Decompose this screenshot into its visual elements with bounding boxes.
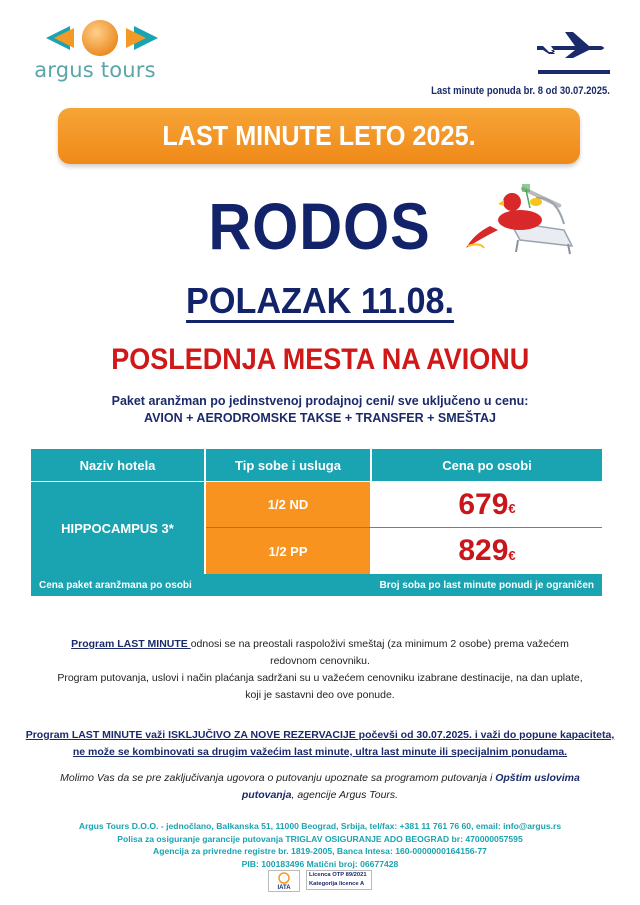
tax-ids: PIB: 100183496 Matični broj: 06677428 xyxy=(241,858,399,869)
license-number: Licenca OTP 89/2021 xyxy=(309,872,367,878)
banner-title: LAST MINUTE LETO 2025. xyxy=(162,120,476,151)
iata-emblem-icon xyxy=(269,871,299,891)
program-paragraph-2-line-1: Program putovanja, uslovi i način plaćanja sadržani su u važećem cenovniku izabrane destinacije, na dan uplate, xyxy=(57,672,583,684)
registration-bank: Agencija za privredne registre br. 1819-2005, Banca Intesa: 160-0000000164156-77 xyxy=(153,846,487,856)
airplane-icon xyxy=(535,28,607,58)
currency-pp: € xyxy=(508,547,516,563)
validity-line-1: Program LAST MINUTE važi ISKLJUČIVO ZA NOVE REZERVACIJE počevši od 30.07.2025. i važi do popune kapaciteta, xyxy=(25,729,615,741)
price-cell-pp xyxy=(372,528,602,574)
terms-link-cont[interactable]: putovanja xyxy=(241,789,292,801)
hotel-name: HIPPOCAMPUS 3* xyxy=(31,482,204,574)
validity-line-2: ne može se kombinovati sa drugim važećim last minute, ultra last minute ili specijalnim ponudama. xyxy=(72,746,568,758)
price-cell-nd xyxy=(372,482,602,527)
terms-text-cont: , agencije Argus Tours. xyxy=(291,789,399,801)
iata-text: IATA xyxy=(277,885,291,891)
last-seats-text: POSLEDNJA MESTA NA AVIONU xyxy=(110,343,530,376)
program-paragraph-1 xyxy=(20,636,620,704)
table-footer xyxy=(31,574,602,596)
license-box xyxy=(306,870,372,890)
program-label: Program LAST MINUTE xyxy=(71,638,191,650)
price-table xyxy=(31,449,602,596)
brand-name: argus tours xyxy=(34,58,156,82)
offer-banner xyxy=(58,108,580,164)
room-service-pp: 1/2 PP xyxy=(206,528,370,574)
parrot-deckchair-illustration xyxy=(460,178,580,256)
divider-line xyxy=(538,70,610,74)
insurance-policy: Polisa za osiguranje garancije putovanja TRIGLAV OSIGURANJE ADO BEOGRAD br: 470000057595 xyxy=(117,833,523,844)
destination-name: RODOS xyxy=(208,189,432,263)
company-footer xyxy=(0,820,640,870)
license-category: Kategorija licence A xyxy=(309,881,365,887)
footer-right-note: Broj soba po last minute ponudi je ograničen xyxy=(379,579,594,591)
header-hotel: Naziv hotela xyxy=(31,449,204,481)
package-includes: AVION + AERODROMSKE TAKSE + TRANSFER + SMEŠTAJ xyxy=(143,411,496,425)
departure-date xyxy=(0,280,640,323)
terms-note xyxy=(20,770,620,804)
terms-text: Molimo Vas da se pre zaključivanja ugovora o putovanju upoznate sa programom putovanja i xyxy=(60,772,496,784)
iata-logo xyxy=(268,870,300,892)
program-text: odnosi se na preostali raspoloživi smeštaj (za minimum 2 osobe) prema važećem xyxy=(190,638,569,650)
company-address: Argus Tours D.O.O. - jednočlano, Balkanska 51, 11000 Beograd, Srbija, tel/fax: +381 11 761 76 60, email: info@argus.rs xyxy=(78,821,562,831)
header-room-type: Tip sobe i usluga xyxy=(206,449,370,481)
program-paragraph-2-line-2: koji je sastavni deo ove ponude. xyxy=(245,689,395,701)
terms-link[interactable]: Opštim uslovima xyxy=(495,772,580,784)
package-description: Paket aranžman po jedinstvenoj prodajnoj ceni/ sve uključeno u cenu: xyxy=(111,394,529,408)
footer-left-note: Cena paket aranžmana po osobi xyxy=(39,579,192,591)
currency-nd: € xyxy=(508,501,516,516)
offer-reference: Last minute ponuda br. 8 od 30.07.2025. xyxy=(431,85,610,97)
price-pp: 829 xyxy=(458,534,509,567)
room-service-nd: 1/2 ND xyxy=(206,482,370,527)
program-text-cont: redovnom cenovniku. xyxy=(270,655,370,667)
departure-text: POLAZAK 11.08. xyxy=(186,280,454,321)
program-validity xyxy=(20,727,620,761)
header-price: Cena po osobi xyxy=(372,449,602,481)
price-nd: 679 xyxy=(458,487,509,521)
last-seats-headline xyxy=(0,343,640,377)
